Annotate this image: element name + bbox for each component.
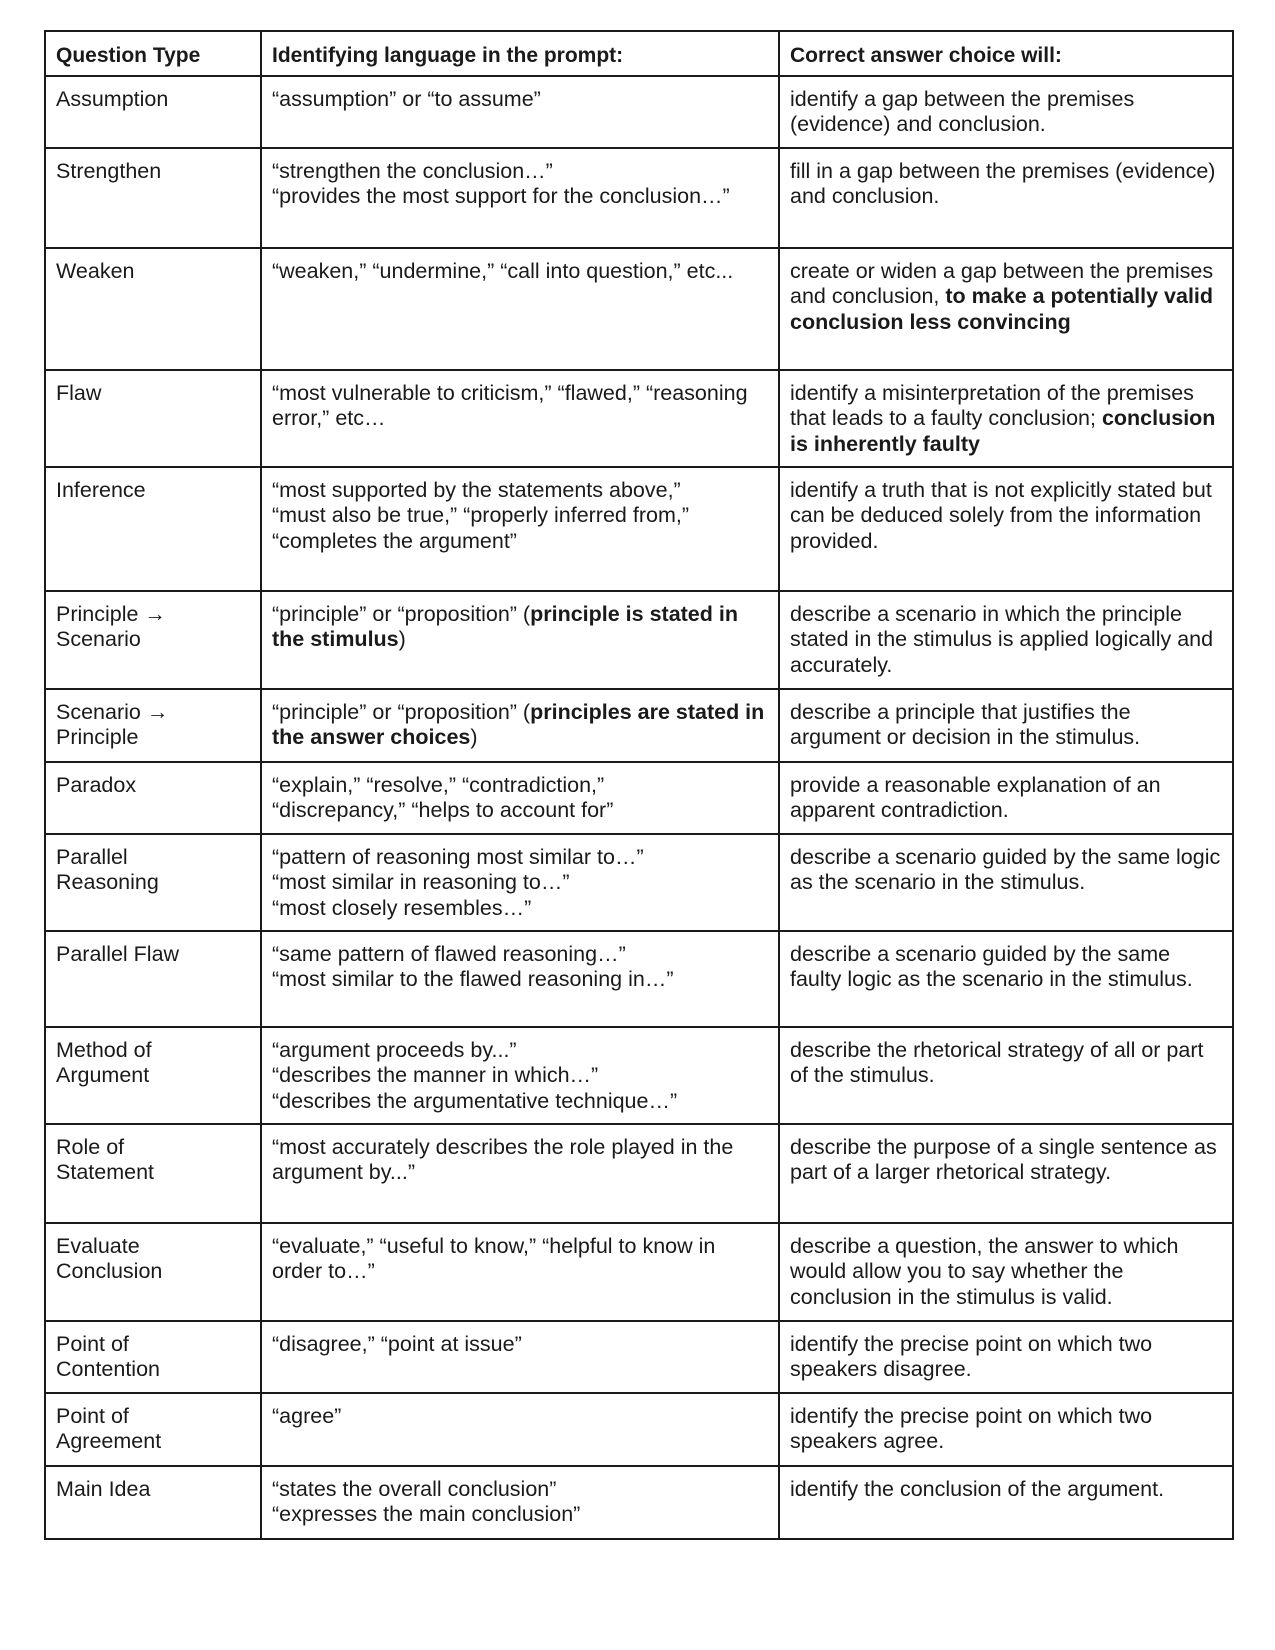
prompt-language-line (272, 184, 768, 210)
prompt-language-line (272, 845, 768, 871)
answer-description-line (790, 87, 1222, 138)
prompt-language-line (272, 478, 768, 504)
correct-answer-cell (779, 148, 1233, 248)
plain-text: provide a reasonable explanation of an apparent contradiction. (790, 772, 1167, 822)
prompt-language-line (272, 1135, 768, 1186)
question-type-text: Strengthen (56, 158, 162, 183)
question-type-text: Weaken (56, 258, 135, 283)
plain-text: “must also be true,” “properly inferred from,” (272, 503, 689, 527)
question-type-cell (45, 834, 261, 931)
answer-description-line (790, 381, 1222, 458)
identifying-language-cell (261, 834, 779, 931)
question-type-cell (45, 248, 261, 370)
table-row (45, 1124, 1233, 1223)
plain-text: describe the rhetorical strategy of all or part of the stimulus. (790, 1037, 1210, 1087)
answer-description-line (790, 700, 1222, 751)
question-type-text: Parallel Flaw (56, 941, 180, 966)
plain-text: “most closely resembles…” (272, 895, 532, 920)
correct-answer-cell (779, 370, 1233, 467)
answer-description-line (790, 1234, 1222, 1311)
question-type-text: Role of (56, 1134, 125, 1159)
question-type-text: Argument (56, 1063, 150, 1087)
identifying-language-cell (261, 1027, 779, 1124)
plain-text: describe a question, the answer to which would allow you to say whether the conclusion in the stimulus is valid. (790, 1233, 1185, 1309)
correct-answer-cell (779, 1393, 1233, 1466)
prompt-language-line (272, 1089, 768, 1115)
question-type-text: Main Idea (56, 1476, 151, 1501)
identifying-language-cell (261, 1124, 779, 1223)
answer-description-line (790, 1404, 1222, 1455)
answer-description-line (790, 478, 1222, 555)
table-row (45, 1466, 1233, 1539)
question-type-text: Point of (56, 1403, 129, 1428)
plain-text: describe a scenario in which the principle stated in the stimulus is applied logically and accurately. (790, 601, 1220, 677)
question-type-cell (45, 1321, 261, 1393)
question-type-text: Reasoning (56, 870, 159, 894)
plain-text: identify a gap between the premises (evidence) and conclusion. (790, 86, 1141, 136)
question-types-table (44, 30, 1234, 1540)
table-row (45, 76, 1233, 148)
emphasis-text: principles are stated in the answer choices (272, 699, 771, 749)
table-row (45, 1027, 1233, 1124)
prompt-language-line (272, 529, 768, 555)
correct-answer-cell (779, 1124, 1233, 1223)
plain-text: “strengthen the conclusion…” (272, 158, 553, 183)
prompt-language-line (272, 967, 768, 993)
table-body (45, 76, 1233, 1539)
question-type-text: Paradox (56, 772, 137, 797)
plain-text: describe a principle that justifies the argument or decision in the stimulus. (790, 699, 1141, 749)
answer-description-line (790, 159, 1222, 210)
plain-text: “most similar to the flawed reasoning in…” (272, 967, 674, 991)
question-type-cell (45, 1393, 261, 1466)
prompt-language-line (272, 1038, 768, 1064)
question-type-cell (45, 1466, 261, 1539)
plain-text: “explain,” “resolve,” “contradiction,” (272, 772, 605, 797)
correct-answer-cell (779, 248, 1233, 370)
correct-answer-cell (779, 762, 1233, 834)
prompt-language-line (272, 381, 768, 432)
question-type-text: Principle (56, 725, 139, 749)
table-row (45, 689, 1233, 762)
question-type-text: Assumption (56, 86, 169, 111)
plain-text: “same pattern of flawed reasoning…” (272, 941, 626, 966)
answer-description-line (790, 942, 1222, 993)
question-type-text: Evaluate (56, 1233, 140, 1258)
table-row (45, 148, 1233, 248)
plain-text: “states the overall conclusion” (272, 1476, 557, 1501)
prompt-language-line (272, 159, 768, 185)
plain-text: “discrepancy,” “helps to account for” (272, 798, 614, 822)
plain-text: fill in a gap between the premises (evidence) and conclusion. (790, 158, 1222, 208)
plain-text: “expresses the main conclusion” (272, 1502, 581, 1526)
question-type-cell (45, 689, 261, 762)
identifying-language-cell (261, 248, 779, 370)
table-row (45, 931, 1233, 1027)
prompt-language-line (272, 699, 771, 751)
correct-answer-cell (779, 76, 1233, 148)
prompt-language-line (272, 1332, 768, 1358)
table-row (45, 370, 1233, 467)
plain-text: “evaluate,” “useful to know,” “helpful to know in order to…” (272, 1233, 722, 1283)
question-type-cell (45, 370, 261, 467)
question-type-text: Parallel (56, 844, 128, 869)
plain-text: “weaken,” “undermine,” “call into question,” etc... (272, 258, 734, 283)
emphasis-text: conclusion is inherently faulty (790, 406, 1222, 456)
answer-description-line (790, 1135, 1222, 1186)
question-type-text: Conclusion (56, 1259, 163, 1283)
plain-text: “assumption” or “to assume” (272, 86, 541, 111)
table-row (45, 248, 1233, 370)
header-correct-answer: Correct answer choice will: (779, 31, 1233, 76)
header-question-type: Question Type (45, 31, 261, 76)
question-type-text: Inference (56, 477, 146, 502)
answer-description-line (790, 602, 1222, 679)
question-type-text: Flaw (56, 380, 102, 405)
plain-text: “most supported by the statements above,” (272, 477, 681, 502)
question-type-cell (45, 467, 261, 591)
correct-answer-cell (779, 1027, 1233, 1124)
plain-text: “completes the argument” (272, 528, 517, 553)
correct-answer-cell (779, 834, 1233, 931)
prompt-language-line (272, 798, 768, 824)
correct-answer-cell (779, 1466, 1233, 1539)
question-type-text: Scenario (56, 627, 141, 651)
prompt-language-line (272, 1477, 768, 1503)
plain-text: “agree” (272, 1403, 342, 1428)
identifying-language-cell (261, 148, 779, 248)
answer-description-line (790, 773, 1222, 824)
question-type-text: Agreement (56, 1429, 162, 1453)
prompt-language-line (272, 942, 768, 968)
plain-text: identify the precise point on which two speakers agree. (790, 1403, 1159, 1453)
answer-description-line (790, 1038, 1222, 1089)
table-row (45, 1223, 1233, 1321)
table-row (45, 1393, 1233, 1466)
correct-answer-cell (779, 931, 1233, 1027)
correct-answer-cell (779, 591, 1233, 689)
plain-text: create or widen a gap between the premises and conclusion, (790, 258, 1220, 308)
plain-text: “most accurately describes the role played in the argument by...” (272, 1134, 740, 1184)
identifying-language-cell (261, 76, 779, 148)
plain-text: identify a truth that is not explicitly stated but can be deduced solely from the information provided. (790, 477, 1218, 553)
plain-text: describe the purpose of a single sentence as part of a larger rhetorical strategy. (790, 1134, 1223, 1184)
plain-text: “disagree,” “point at issue” (272, 1331, 522, 1356)
question-type-text: Scenario → (56, 699, 169, 724)
identifying-language-cell (261, 1223, 779, 1321)
prompt-language-line (272, 1063, 768, 1089)
plain-text: “describes the manner in which…” (272, 1063, 599, 1087)
identifying-language-cell (261, 370, 779, 467)
correct-answer-cell (779, 1321, 1233, 1393)
answer-description-line (790, 1332, 1222, 1383)
plain-text: describe a scenario guided by the same logic as the scenario in the stimulus. (790, 844, 1227, 894)
plain-text: “principle” or “proposition” ( (272, 601, 531, 626)
prompt-language-line (272, 503, 768, 529)
plain-text: “provides the most support for the conclusion…” (272, 184, 730, 208)
prompt-language-line (272, 1502, 768, 1528)
plain-text: “most similar in reasoning to…” (272, 870, 570, 894)
question-type-text: Contention (56, 1357, 160, 1381)
plain-text: “argument proceeds by...” (272, 1037, 517, 1062)
question-type-cell (45, 1027, 261, 1124)
plain-text: identify a misinterpretation of the premises that leads to a faulty conclusion; (790, 380, 1200, 430)
identifying-language-cell (261, 467, 779, 591)
question-type-cell (45, 931, 261, 1027)
answer-description-line (790, 259, 1222, 336)
plain-text: identify the precise point on which two speakers disagree. (790, 1331, 1159, 1381)
question-type-cell (45, 148, 261, 248)
prompt-language-line (272, 773, 768, 799)
identifying-language-cell (261, 762, 779, 834)
identifying-language-cell (261, 1321, 779, 1393)
table-row (45, 467, 1233, 591)
correct-answer-cell (779, 689, 1233, 762)
identifying-language-cell (261, 1466, 779, 1539)
prompt-language-line (272, 259, 768, 285)
correct-answer-cell (779, 1223, 1233, 1321)
answer-description-line (790, 1477, 1222, 1503)
prompt-language-line (272, 896, 768, 922)
plain-text: “pattern of reasoning most similar to…” (272, 844, 644, 869)
plain-text: “most vulnerable to criticism,” “flawed,” “reasoning error,” etc… (272, 380, 754, 430)
question-type-cell (45, 76, 261, 148)
question-type-text: Method of (56, 1037, 152, 1062)
emphasis-text: to make a potentially valid conclusion less convincing (790, 284, 1220, 334)
answer-description-line (790, 844, 1227, 896)
correct-answer-cell (779, 467, 1233, 591)
table-row (45, 834, 1233, 931)
identifying-language-cell (261, 591, 779, 689)
question-type-cell (45, 762, 261, 834)
question-type-cell (45, 591, 261, 689)
prompt-language-line (272, 1234, 768, 1285)
header-row (45, 31, 1233, 76)
identifying-language-cell (261, 1393, 779, 1466)
table-row (45, 762, 1233, 834)
question-type-text: Principle → (56, 601, 166, 626)
plain-text: ) (398, 627, 406, 651)
table-row (45, 591, 1233, 689)
prompt-language-line (272, 87, 768, 113)
emphasis-text: principle is stated in the stimulus (272, 601, 744, 651)
question-type-text: Point of (56, 1331, 129, 1356)
question-type-cell (45, 1223, 261, 1321)
prompt-language-line (272, 870, 768, 896)
plain-text: describe a scenario guided by the same faulty logic as the scenario in the stimulus. (790, 941, 1193, 991)
prompt-language-line (272, 602, 768, 653)
header-identifying-language: Identifying language in the prompt: (261, 31, 779, 76)
plain-text: ) (470, 725, 478, 749)
prompt-language-line (272, 1404, 768, 1430)
table-row (45, 1321, 1233, 1393)
plain-text: “describes the argumentative technique…” (272, 1088, 678, 1113)
question-type-text: Statement (56, 1160, 154, 1184)
plain-text: “principle” or “proposition” ( (272, 699, 531, 724)
plain-text: identify the conclusion of the argument. (790, 1476, 1165, 1501)
question-type-cell (45, 1124, 261, 1223)
identifying-language-cell (261, 931, 779, 1027)
identifying-language-cell (261, 689, 779, 762)
